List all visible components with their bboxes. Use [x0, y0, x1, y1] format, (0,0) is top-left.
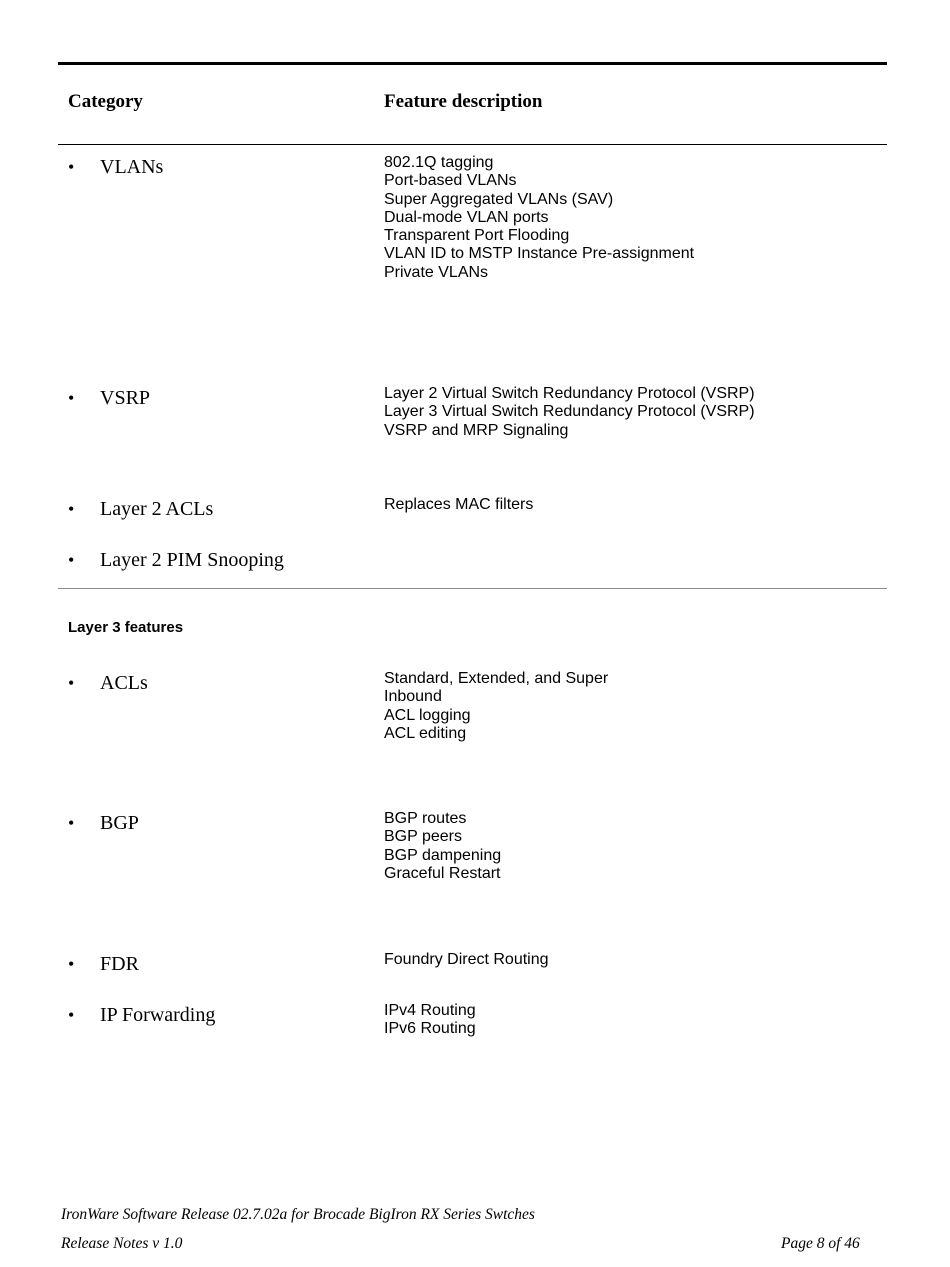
- category-ip-forwarding: [68, 1003, 215, 1027]
- feature-item: Port-based VLANs: [384, 172, 517, 190]
- footer-page-number: Page 8 of 46: [781, 1235, 860, 1252]
- category-layer2-acls: [68, 497, 213, 521]
- category-layer2-pim-snooping: [68, 548, 284, 572]
- category-label: BGP: [100, 812, 139, 834]
- feature-item: Layer 2 Virtual Switch Redundancy Protocol (VSRP): [384, 385, 755, 402]
- bullet-icon: •: [68, 550, 75, 570]
- bullet-icon: •: [68, 954, 75, 974]
- features-layer2-acls: [384, 496, 533, 514]
- feature-item: VSRP and MRP Signaling: [384, 421, 569, 439]
- header-feature-description: Feature description: [384, 91, 543, 112]
- category-vsrp: [68, 386, 150, 410]
- bullet-icon: •: [68, 813, 75, 833]
- feature-item: Graceful Restart: [384, 864, 501, 882]
- header-category: Category: [68, 91, 143, 112]
- feature-item: VLAN ID to MSTP Instance Pre-assignment: [384, 245, 695, 263]
- features-bgp: [384, 810, 501, 883]
- category-label: VLANs: [100, 156, 164, 178]
- feature-item: Layer 3 Virtual Switch Redundancy Protocol (VSRP): [384, 403, 755, 421]
- feature-item: Standard, Extended, and Super: [384, 670, 609, 687]
- feature-item: Transparent Port Flooding: [384, 227, 570, 245]
- feature-item: ACL logging: [384, 706, 471, 724]
- feature-item: Super Aggregated VLANs (SAV): [384, 190, 614, 208]
- bullet-icon: •: [68, 673, 75, 693]
- feature-item: 802.1Q tagging: [384, 154, 494, 171]
- feature-item: BGP dampening: [384, 846, 502, 864]
- features-fdr: [384, 951, 549, 969]
- footer-version: Release Notes v 1.0: [61, 1235, 183, 1252]
- section-divider-rule: [58, 588, 887, 589]
- feature-item: Private VLANs: [384, 263, 489, 281]
- category-label: VSRP: [100, 387, 151, 409]
- bullet-icon: •: [68, 499, 75, 519]
- bullet-icon: •: [68, 157, 75, 177]
- table-top-rule: [58, 62, 887, 65]
- feature-item: ACL editing: [384, 724, 467, 742]
- feature-item: BGP peers: [384, 828, 462, 846]
- category-label: ACLs: [100, 672, 148, 694]
- category-acls: [68, 671, 148, 695]
- feature-item: IPv4 Routing: [384, 1002, 476, 1019]
- category-vlans: [68, 155, 163, 179]
- section-title-layer3: Layer 3 features: [68, 619, 184, 636]
- category-label: IP Forwarding: [100, 1004, 216, 1026]
- feature-item: Replaces MAC filters: [384, 496, 534, 513]
- feature-item: Dual-mode VLAN ports: [384, 208, 549, 226]
- footer-title: IronWare Software Release 02.7.02a for Brocade BigIron RX Series Swtches: [61, 1206, 535, 1223]
- bullet-icon: •: [68, 1005, 75, 1025]
- category-bgp: [68, 811, 139, 835]
- category-label: Layer 2 ACLs: [100, 498, 214, 520]
- features-ip-forwarding: [384, 1002, 476, 1039]
- category-fdr: [68, 952, 139, 976]
- features-vlans: [384, 154, 694, 282]
- bullet-icon: •: [68, 388, 75, 408]
- feature-item: Inbound: [384, 688, 442, 706]
- feature-item: IPv6 Routing: [384, 1020, 476, 1038]
- features-acls: [384, 670, 608, 743]
- features-vsrp: [384, 385, 755, 440]
- feature-item: Foundry Direct Routing: [384, 951, 549, 968]
- header-bottom-rule: [58, 144, 887, 145]
- category-label: FDR: [100, 953, 139, 975]
- category-label: Layer 2 PIM Snooping: [100, 549, 284, 571]
- feature-item: BGP routes: [384, 810, 467, 827]
